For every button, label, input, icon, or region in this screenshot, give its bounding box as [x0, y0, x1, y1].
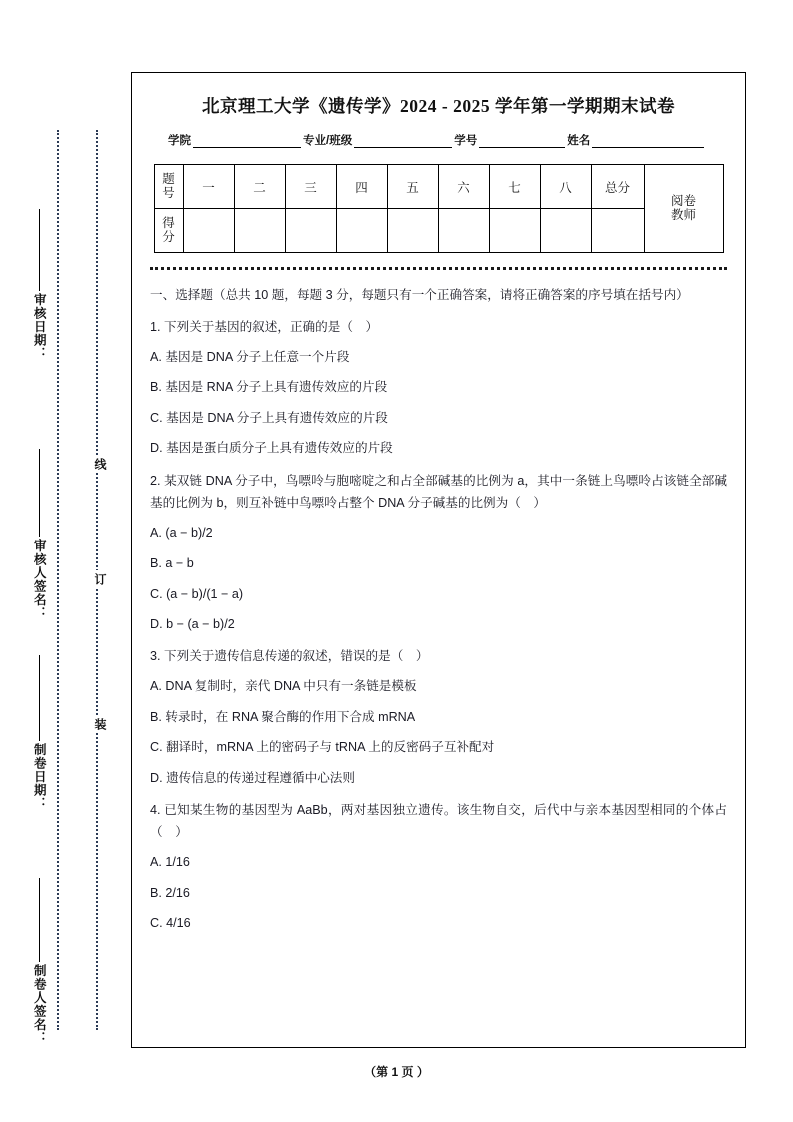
margin-field-label: 制卷人签名： [32, 964, 47, 1045]
margin-field-blank [39, 449, 40, 537]
question-2-option-b[interactable]: B. a − b [150, 556, 194, 571]
score-table [154, 164, 724, 253]
score-col-1: 一 [183, 165, 234, 209]
margin-field-blank [39, 655, 40, 741]
question-2-option-c[interactable]: C. (a − b)/(1 − a) [150, 586, 244, 601]
score-col-total: 总分 [591, 165, 644, 209]
question-stem-3: 3. 下列关于遗传信息传递的叙述，错误的是（ ） [150, 649, 429, 664]
row-header-question-number [154, 165, 183, 209]
row-header-score [154, 209, 183, 253]
field-label-college: 学院 [168, 135, 191, 147]
question-stem-1: 1. 下列关于基因的叙述，正确的是（ ） [150, 320, 379, 335]
row-header-char-1: 题 [162, 172, 175, 187]
question-stem-2: 2. 某双链 DNA 分子中，鸟嘌呤与胞嘧啶之和占全部碱基的比例为 a，其中一条链上鸟嘌呤占该链全部碱基的比例为 b，则互补链中鸟嘌呤占整个 DNA 分子碱基的比例为（ ） [150, 473, 727, 510]
score-cell-2[interactable] [234, 209, 285, 253]
score-cell-1[interactable] [183, 209, 234, 253]
left-binding-margin [0, 0, 125, 1122]
field-label-name: 姓名 [567, 135, 591, 147]
student-info-row [168, 132, 719, 148]
question-body [150, 284, 727, 934]
question-1-option-c[interactable]: C. 基因是 DNA 分子上具有遗传效应的片段 [150, 410, 388, 425]
margin-field-label: 审核人签名： [32, 539, 47, 620]
grading-teacher-line-2: 教师 [670, 207, 696, 222]
section-heading-multiple-choice: 一、选择题（总共 10 题，每题 3 分，每题只有一个正确答案，请将正确答案的序号填在括号内） [150, 288, 689, 302]
row-header-char-2: 号 [162, 185, 175, 200]
score-cell-6[interactable] [438, 209, 489, 253]
binding-mark-zhuang: 装 [86, 715, 106, 733]
margin-field-blank [39, 209, 40, 291]
score-cell-3[interactable] [285, 209, 336, 253]
score-col-grading-teacher [644, 165, 723, 253]
question-3-option-c[interactable]: C. 翻译时，mRNA 上的密码子与 tRNA 上的反密码子互补配对 [150, 740, 495, 755]
score-cell-total[interactable] [591, 209, 644, 253]
question-1-option-d[interactable]: D. 基因是蛋白质分子上具有遗传效应的片段 [150, 441, 393, 456]
field-input-student-id[interactable] [479, 134, 565, 148]
section-divider [150, 267, 727, 270]
score-cell-7[interactable] [489, 209, 540, 253]
question-3-option-d[interactable]: D. 遗传信息的传递过程遵循中心法则 [150, 770, 355, 785]
score-cell-8[interactable] [540, 209, 591, 253]
question-2-option-d[interactable]: D. b − (a − b)/2 [150, 616, 235, 631]
margin-field-printer-signature [26, 855, 52, 1045]
margin-field-review-date [26, 200, 52, 360]
table-row-question-numbers [154, 165, 723, 209]
field-label-student-id: 学号 [454, 135, 478, 147]
exam-paper-frame [131, 72, 746, 1048]
field-input-college[interactable] [193, 134, 301, 148]
grading-teacher-line-1: 阅卷 [670, 193, 696, 208]
question-2-option-a[interactable]: A. (a − b)/2 [150, 525, 213, 540]
question-1-option-a[interactable]: A. 基因是 DNA 分子上任意一个片段 [150, 350, 350, 365]
question-4-option-a[interactable]: A. 1/16 [150, 855, 190, 870]
score-col-6: 六 [438, 165, 489, 209]
score-col-4: 四 [336, 165, 387, 209]
row-header-char-1: 得 [162, 216, 175, 231]
score-col-5: 五 [387, 165, 438, 209]
margin-field-reviewer-signature [26, 430, 52, 620]
table-row-scores [154, 209, 723, 253]
score-col-2: 二 [234, 165, 285, 209]
score-col-3: 三 [285, 165, 336, 209]
margin-field-label: 制卷日期： [32, 742, 47, 810]
page-title: 北京理工大学《遗传学》2024 - 2025 学年第一学期期末试卷 [202, 96, 675, 116]
score-col-7: 七 [489, 165, 540, 209]
margin-field-blank [39, 878, 40, 962]
margin-field-print-date [26, 640, 52, 810]
binding-mark-ding: 订 [86, 570, 106, 588]
outer-dotted-line [57, 130, 59, 1030]
field-input-name[interactable] [592, 134, 704, 148]
question-1-option-b[interactable]: B. 基因是 RNA 分子上具有遗传效应的片段 [150, 380, 388, 395]
binding-mark-xian: 线 [86, 455, 106, 473]
row-header-char-2: 分 [162, 229, 175, 244]
question-4-option-c[interactable]: C. 4/16 [150, 915, 191, 930]
page-footer: （第 1 页 ） [364, 1065, 429, 1079]
question-4-option-b[interactable]: B. 2/16 [150, 885, 190, 900]
field-input-major-class[interactable] [354, 134, 452, 148]
margin-field-label: 审核日期： [32, 292, 47, 360]
question-3-option-a[interactable]: A. DNA 复制时，亲代 DNA 中只有一条链是模板 [150, 679, 417, 694]
score-cell-5[interactable] [387, 209, 438, 253]
score-col-8: 八 [540, 165, 591, 209]
question-stem-4: 4. 已知某生物的基因型为 AaBb，两对基因独立遗传。该生物自交，后代中与亲本基因型相同的个体占（ ） [150, 803, 727, 840]
field-label-major-class: 专业/班级 [303, 135, 353, 147]
score-cell-4[interactable] [336, 209, 387, 253]
question-3-option-b[interactable]: B. 转录时，在 RNA 聚合酶的作用下合成 mRNA [150, 709, 416, 724]
